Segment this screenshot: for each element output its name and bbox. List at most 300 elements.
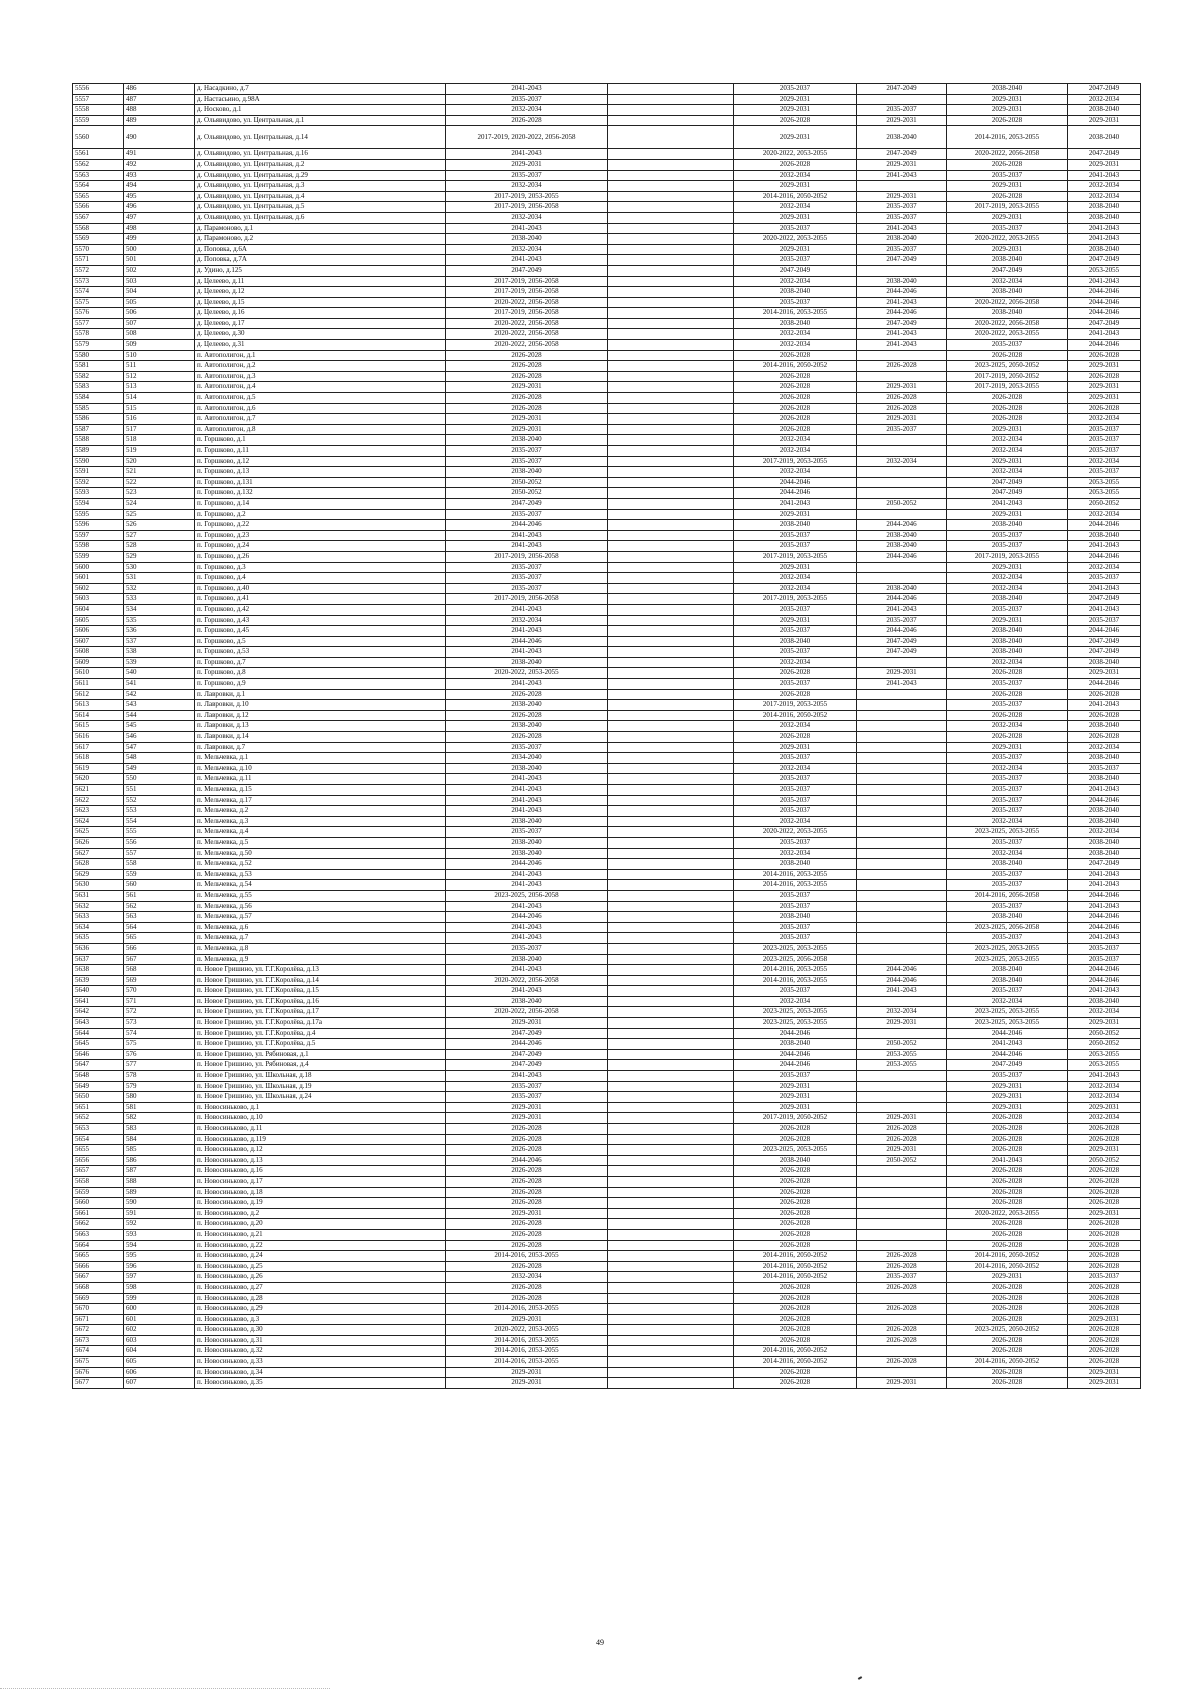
period-5-cell: 2026-2028 bbox=[947, 191, 1068, 202]
period-6-cell: 2026-2028 bbox=[1068, 1134, 1141, 1145]
period-3-cell: 2023-2025, 2053-2055 bbox=[734, 1007, 857, 1018]
period-3-cell: 2029-2031 bbox=[734, 742, 857, 753]
period-1-cell: 2014-2016, 2053-2055 bbox=[446, 1251, 608, 1262]
period-6-cell: 2029-2031 bbox=[1068, 1378, 1141, 1389]
period-4-cell: 2029-2031 bbox=[857, 1145, 947, 1156]
address-cell: п. Автополигон, д.5 bbox=[195, 393, 446, 404]
table-row bbox=[73, 1039, 1141, 1050]
row-number-cell: 596 bbox=[124, 1261, 195, 1272]
row-id-cell: 5571 bbox=[73, 255, 124, 266]
period-1-cell: 2023-2025, 2056-2058 bbox=[446, 890, 608, 901]
period-6-cell: 2053-2055 bbox=[1068, 1060, 1141, 1071]
table-row bbox=[73, 308, 1141, 319]
period-5-cell: 2026-2028 bbox=[947, 1335, 1068, 1346]
period-3-cell: 2035-2037 bbox=[734, 679, 857, 690]
row-number-cell: 536 bbox=[124, 626, 195, 637]
row-id-cell: 5576 bbox=[73, 308, 124, 319]
period-6-cell: 2047-2049 bbox=[1068, 84, 1141, 95]
row-id-cell: 5566 bbox=[73, 202, 124, 213]
period-5-cell: 2014-2016, 2050-2052 bbox=[947, 1251, 1068, 1262]
period-3-cell: 2017-2019, 2053-2055 bbox=[734, 551, 857, 562]
period-5-cell: 2032-2034 bbox=[947, 721, 1068, 732]
period-6-cell: 2041-2043 bbox=[1068, 329, 1141, 340]
period-3-cell: 2017-2019, 2053-2055 bbox=[734, 456, 857, 467]
period-1-cell: 2038-2040 bbox=[446, 234, 608, 245]
row-number-cell: 501 bbox=[124, 255, 195, 266]
period-2-cell bbox=[608, 763, 734, 774]
period-4-cell bbox=[857, 1092, 947, 1103]
period-1-cell: 2032-2034 bbox=[446, 615, 608, 626]
period-1-cell: 2050-2052 bbox=[446, 488, 608, 499]
period-5-cell: 2035-2037 bbox=[947, 700, 1068, 711]
period-4-cell: 2029-2031 bbox=[857, 1113, 947, 1124]
period-3-cell: 2026-2028 bbox=[734, 1314, 857, 1325]
period-3-cell: 2035-2037 bbox=[734, 255, 857, 266]
period-2-cell bbox=[608, 1092, 734, 1103]
row-number-cell: 570 bbox=[124, 986, 195, 997]
period-3-cell: 2026-2028 bbox=[734, 1208, 857, 1219]
row-number-cell: 513 bbox=[124, 382, 195, 393]
period-4-cell bbox=[857, 710, 947, 721]
period-4-cell: 2050-2052 bbox=[857, 1039, 947, 1050]
period-4-cell bbox=[857, 1166, 947, 1177]
period-5-cell: 2026-2028 bbox=[947, 414, 1068, 425]
row-number-cell: 561 bbox=[124, 890, 195, 901]
period-4-cell: 2029-2031 bbox=[857, 115, 947, 126]
row-number-cell: 565 bbox=[124, 933, 195, 944]
address-cell: п. Горшково, д.11 bbox=[195, 446, 446, 457]
address-cell: п. Горшково, д.24 bbox=[195, 541, 446, 552]
period-1-cell: 2041-2043 bbox=[446, 1071, 608, 1082]
period-2-cell bbox=[608, 753, 734, 764]
row-id-cell: 5666 bbox=[73, 1261, 124, 1272]
table-row bbox=[73, 1028, 1141, 1039]
period-2-cell bbox=[608, 1081, 734, 1092]
address-cell: п. Мельчевка, д.57 bbox=[195, 912, 446, 923]
period-1-cell: 2038-2040 bbox=[446, 435, 608, 446]
period-4-cell: 2026-2028 bbox=[857, 1261, 947, 1272]
period-5-cell: 2026-2028 bbox=[947, 1229, 1068, 1240]
period-4-cell bbox=[857, 573, 947, 584]
row-number-cell: 540 bbox=[124, 668, 195, 679]
address-cell: п. Мельчевка, д.1 bbox=[195, 753, 446, 764]
table-row bbox=[73, 340, 1141, 351]
period-2-cell bbox=[608, 1261, 734, 1272]
period-2-cell bbox=[608, 943, 734, 954]
period-4-cell bbox=[857, 996, 947, 1007]
period-5-cell: 2029-2031 bbox=[947, 1081, 1068, 1092]
row-number-cell: 586 bbox=[124, 1155, 195, 1166]
period-2-cell bbox=[608, 816, 734, 827]
table-row bbox=[73, 1219, 1141, 1230]
period-5-cell: 2032-2034 bbox=[947, 996, 1068, 1007]
period-3-cell: 2032-2034 bbox=[734, 657, 857, 668]
period-2-cell bbox=[608, 922, 734, 933]
address-cell: д. Удино, д.125 bbox=[195, 265, 446, 276]
period-3-cell: 2032-2034 bbox=[734, 721, 857, 732]
period-5-cell: 2035-2037 bbox=[947, 806, 1068, 817]
row-number-cell: 488 bbox=[124, 105, 195, 116]
period-3-cell: 2032-2034 bbox=[734, 467, 857, 478]
period-1-cell: 2035-2037 bbox=[446, 170, 608, 181]
table-row bbox=[73, 774, 1141, 785]
period-6-cell: 2029-2031 bbox=[1068, 1145, 1141, 1156]
period-2-cell bbox=[608, 774, 734, 785]
period-1-cell: 2017-2019, 2056-2058 bbox=[446, 308, 608, 319]
row-id-cell: 5587 bbox=[73, 424, 124, 435]
table-row bbox=[73, 657, 1141, 668]
period-1-cell: 2047-2049 bbox=[446, 498, 608, 509]
period-6-cell: 2044-2046 bbox=[1068, 308, 1141, 319]
period-3-cell: 2026-2028 bbox=[734, 1293, 857, 1304]
row-id-cell: 5627 bbox=[73, 848, 124, 859]
period-3-cell: 2026-2028 bbox=[734, 732, 857, 743]
table-row bbox=[73, 668, 1141, 679]
table-row bbox=[73, 551, 1141, 562]
period-4-cell: 2035-2037 bbox=[857, 244, 947, 255]
address-cell: п. Горшково, д.7 bbox=[195, 657, 446, 668]
period-5-cell: 2035-2037 bbox=[947, 901, 1068, 912]
period-2-cell bbox=[608, 912, 734, 923]
period-2-cell bbox=[608, 1155, 734, 1166]
row-id-cell: 5658 bbox=[73, 1176, 124, 1187]
row-id-cell: 5657 bbox=[73, 1166, 124, 1177]
row-number-cell: 575 bbox=[124, 1039, 195, 1050]
address-cell: п. Новое Гришино, ул. Г.Г.Королёва, д.13 bbox=[195, 965, 446, 976]
period-2-cell bbox=[608, 1060, 734, 1071]
period-6-cell: 2047-2049 bbox=[1068, 594, 1141, 605]
period-1-cell: 2041-2043 bbox=[446, 84, 608, 95]
period-3-cell: 2032-2034 bbox=[734, 446, 857, 457]
row-number-cell: 563 bbox=[124, 912, 195, 923]
period-1-cell: 2035-2037 bbox=[446, 943, 608, 954]
period-4-cell bbox=[857, 922, 947, 933]
period-2-cell bbox=[608, 837, 734, 848]
period-3-cell: 2026-2028 bbox=[734, 1124, 857, 1135]
table-row bbox=[73, 1060, 1141, 1071]
period-2-cell bbox=[608, 562, 734, 573]
period-6-cell: 2026-2028 bbox=[1068, 350, 1141, 361]
period-6-cell: 2026-2028 bbox=[1068, 1357, 1141, 1368]
address-cell: п. Горшково, д.3 bbox=[195, 562, 446, 573]
period-3-cell: 2026-2028 bbox=[734, 393, 857, 404]
period-5-cell: 2026-2028 bbox=[947, 1166, 1068, 1177]
period-3-cell: 2026-2028 bbox=[734, 115, 857, 126]
period-5-cell: 2029-2031 bbox=[947, 212, 1068, 223]
period-4-cell: 2038-2040 bbox=[857, 541, 947, 552]
period-1-cell: 2017-2019, 2020-2022, 2056-2058 bbox=[446, 126, 608, 149]
period-4-cell: 2044-2046 bbox=[857, 594, 947, 605]
row-number-cell: 515 bbox=[124, 403, 195, 414]
table-row bbox=[73, 837, 1141, 848]
table-row bbox=[73, 244, 1141, 255]
period-6-cell: 2038-2040 bbox=[1068, 530, 1141, 541]
period-5-cell: 2014-2016, 2056-2058 bbox=[947, 890, 1068, 901]
period-6-cell: 2047-2049 bbox=[1068, 318, 1141, 329]
period-3-cell: 2038-2040 bbox=[734, 318, 857, 329]
period-5-cell: 2026-2028 bbox=[947, 732, 1068, 743]
period-3-cell: 2032-2034 bbox=[734, 329, 857, 340]
table-row bbox=[73, 1134, 1141, 1145]
period-2-cell bbox=[608, 244, 734, 255]
row-number-cell: 587 bbox=[124, 1166, 195, 1177]
period-2-cell bbox=[608, 721, 734, 732]
row-number-cell: 606 bbox=[124, 1367, 195, 1378]
table-row bbox=[73, 562, 1141, 573]
period-4-cell: 2041-2043 bbox=[857, 604, 947, 615]
row-number-cell: 584 bbox=[124, 1134, 195, 1145]
row-id-cell: 5641 bbox=[73, 996, 124, 1007]
row-id-cell: 5596 bbox=[73, 520, 124, 531]
period-1-cell: 2041-2043 bbox=[446, 626, 608, 637]
period-3-cell: 2026-2028 bbox=[734, 403, 857, 414]
period-2-cell bbox=[608, 1113, 734, 1124]
address-cell: п. Лавровки, д.13 bbox=[195, 721, 446, 732]
period-6-cell: 2026-2028 bbox=[1068, 1176, 1141, 1187]
period-4-cell bbox=[857, 657, 947, 668]
period-1-cell: 2041-2043 bbox=[446, 541, 608, 552]
period-2-cell bbox=[608, 1240, 734, 1251]
row-number-cell: 510 bbox=[124, 350, 195, 361]
row-number-cell: 526 bbox=[124, 520, 195, 531]
row-id-cell: 5634 bbox=[73, 922, 124, 933]
period-2-cell bbox=[608, 1335, 734, 1346]
page-number: 49 bbox=[596, 1638, 604, 1647]
row-id-cell: 5600 bbox=[73, 562, 124, 573]
period-2-cell bbox=[608, 1229, 734, 1240]
address-cell: п. Новосиньково, д.27 bbox=[195, 1282, 446, 1293]
period-2-cell bbox=[608, 1367, 734, 1378]
period-3-cell: 2035-2037 bbox=[734, 626, 857, 637]
table-row bbox=[73, 435, 1141, 446]
address-cell: д. Ольявидово, ул. Центральная, д.29 bbox=[195, 170, 446, 181]
row-number-cell: 491 bbox=[124, 149, 195, 160]
address-cell: п. Новое Гришино, ул. Г.Г.Королёва, д.4 bbox=[195, 1028, 446, 1039]
address-cell: д. Парамоново, д.2 bbox=[195, 234, 446, 245]
period-1-cell: 2026-2028 bbox=[446, 1261, 608, 1272]
address-cell: п. Горшково, д.132 bbox=[195, 488, 446, 499]
row-number-cell: 583 bbox=[124, 1124, 195, 1135]
table-row bbox=[73, 265, 1141, 276]
table-row bbox=[73, 446, 1141, 457]
period-2-cell bbox=[608, 318, 734, 329]
period-2-cell bbox=[608, 859, 734, 870]
address-cell: д. Поповка, д.6А bbox=[195, 244, 446, 255]
row-id-cell: 5599 bbox=[73, 551, 124, 562]
period-5-cell: 2032-2034 bbox=[947, 467, 1068, 478]
address-cell: д. Ольявидово, ул. Центральная, д.2 bbox=[195, 159, 446, 170]
period-6-cell: 2038-2040 bbox=[1068, 244, 1141, 255]
row-number-cell: 543 bbox=[124, 700, 195, 711]
period-4-cell bbox=[857, 816, 947, 827]
period-2-cell bbox=[608, 1018, 734, 1029]
period-2-cell bbox=[608, 1357, 734, 1368]
period-6-cell: 2047-2049 bbox=[1068, 149, 1141, 160]
period-5-cell: 2026-2028 bbox=[947, 1367, 1068, 1378]
row-number-cell: 504 bbox=[124, 287, 195, 298]
period-4-cell bbox=[857, 732, 947, 743]
period-5-cell: 2035-2037 bbox=[947, 1071, 1068, 1082]
row-number-cell: 529 bbox=[124, 551, 195, 562]
period-5-cell: 2014-2016, 2050-2052 bbox=[947, 1357, 1068, 1368]
period-6-cell: 2044-2046 bbox=[1068, 520, 1141, 531]
address-cell: д. Целеево, д.16 bbox=[195, 308, 446, 319]
period-4-cell bbox=[857, 1367, 947, 1378]
period-4-cell bbox=[857, 795, 947, 806]
row-number-cell: 511 bbox=[124, 361, 195, 372]
row-id-cell: 5620 bbox=[73, 774, 124, 785]
row-id-cell: 5611 bbox=[73, 679, 124, 690]
address-cell: д. Целеево, д.30 bbox=[195, 329, 446, 340]
period-4-cell: 2038-2040 bbox=[857, 126, 947, 149]
row-number-cell: 591 bbox=[124, 1208, 195, 1219]
period-4-cell: 2041-2043 bbox=[857, 223, 947, 234]
table-row bbox=[73, 159, 1141, 170]
period-2-cell bbox=[608, 1198, 734, 1209]
period-5-cell: 2032-2034 bbox=[947, 276, 1068, 287]
period-6-cell: 2038-2040 bbox=[1068, 105, 1141, 116]
period-3-cell: 2035-2037 bbox=[734, 647, 857, 658]
row-number-cell: 557 bbox=[124, 848, 195, 859]
address-cell: п. Горшково, д.9 bbox=[195, 679, 446, 690]
address-cell: д. Ольявидово, ул. Центральная, д.3 bbox=[195, 181, 446, 192]
row-id-cell: 5662 bbox=[73, 1219, 124, 1230]
period-5-cell: 2038-2040 bbox=[947, 965, 1068, 976]
table-row bbox=[73, 105, 1141, 116]
period-5-cell: 2029-2031 bbox=[947, 742, 1068, 753]
address-cell: п. Новосиньково, д.16 bbox=[195, 1166, 446, 1177]
table-row bbox=[73, 848, 1141, 859]
row-id-cell: 5593 bbox=[73, 488, 124, 499]
period-2-cell bbox=[608, 1102, 734, 1113]
address-cell: д. Целеево, д.11 bbox=[195, 276, 446, 287]
address-cell: п. Горшково, д.4 bbox=[195, 573, 446, 584]
address-cell: п. Горшково, д.13 bbox=[195, 467, 446, 478]
row-id-cell: 5595 bbox=[73, 509, 124, 520]
period-5-cell: 2035-2037 bbox=[947, 785, 1068, 796]
row-id-cell: 5578 bbox=[73, 329, 124, 340]
period-2-cell bbox=[608, 700, 734, 711]
period-2-cell bbox=[608, 954, 734, 965]
period-6-cell: 2032-2034 bbox=[1068, 1113, 1141, 1124]
row-id-cell: 5575 bbox=[73, 297, 124, 308]
period-2-cell bbox=[608, 1176, 734, 1187]
row-number-cell: 498 bbox=[124, 223, 195, 234]
row-id-cell: 5592 bbox=[73, 477, 124, 488]
row-id-cell: 5665 bbox=[73, 1251, 124, 1262]
address-cell: п. Новое Гришино, ул. Г.Г.Королёва, д.17а bbox=[195, 1018, 446, 1029]
period-2-cell bbox=[608, 1378, 734, 1389]
period-1-cell: 2026-2028 bbox=[446, 1198, 608, 1209]
row-id-cell: 5649 bbox=[73, 1081, 124, 1092]
period-3-cell: 2035-2037 bbox=[734, 922, 857, 933]
period-1-cell: 2038-2040 bbox=[446, 763, 608, 774]
period-5-cell: 2023-2025, 2053-2055 bbox=[947, 1007, 1068, 1018]
period-2-cell bbox=[608, 901, 734, 912]
row-number-cell: 593 bbox=[124, 1229, 195, 1240]
period-2-cell bbox=[608, 276, 734, 287]
row-number-cell: 567 bbox=[124, 954, 195, 965]
row-id-cell: 5609 bbox=[73, 657, 124, 668]
address-cell: п. Новое Гришино, ул. Г.Г.Королёва, д.15 bbox=[195, 986, 446, 997]
period-3-cell: 2044-2046 bbox=[734, 477, 857, 488]
period-4-cell: 2029-2031 bbox=[857, 668, 947, 679]
period-5-cell: 2026-2028 bbox=[947, 668, 1068, 679]
period-2-cell bbox=[608, 890, 734, 901]
period-5-cell: 2038-2040 bbox=[947, 84, 1068, 95]
row-id-cell: 5646 bbox=[73, 1049, 124, 1060]
period-6-cell: 2035-2037 bbox=[1068, 446, 1141, 457]
address-cell: п. Горшково, д.42 bbox=[195, 604, 446, 615]
address-cell: д. Целеево, д.31 bbox=[195, 340, 446, 351]
period-5-cell: 2020-2022, 2056-2058 bbox=[947, 318, 1068, 329]
period-2-cell bbox=[608, 1325, 734, 1336]
period-1-cell: 2035-2037 bbox=[446, 1081, 608, 1092]
address-cell: п. Новое Гришино, ул. Школьная, д.18 bbox=[195, 1071, 446, 1082]
period-3-cell: 2026-2028 bbox=[734, 1367, 857, 1378]
table-row bbox=[73, 827, 1141, 838]
period-6-cell: 2041-2043 bbox=[1068, 986, 1141, 997]
period-3-cell: 2026-2028 bbox=[734, 1282, 857, 1293]
document-page bbox=[72, 83, 1120, 1389]
address-cell: д. Ольявидово, ул. Центральная, д.16 bbox=[195, 149, 446, 160]
address-cell: п. Новосиньково, д.3 bbox=[195, 1314, 446, 1325]
table-row bbox=[73, 414, 1141, 425]
period-1-cell: 2020-2022, 2056-2058 bbox=[446, 297, 608, 308]
period-4-cell bbox=[857, 869, 947, 880]
period-6-cell: 2053-2055 bbox=[1068, 477, 1141, 488]
period-2-cell bbox=[608, 477, 734, 488]
period-2-cell bbox=[608, 1187, 734, 1198]
row-number-cell: 592 bbox=[124, 1219, 195, 1230]
row-id-cell: 5577 bbox=[73, 318, 124, 329]
period-3-cell: 2038-2040 bbox=[734, 287, 857, 298]
period-2-cell bbox=[608, 393, 734, 404]
table-row bbox=[73, 615, 1141, 626]
period-2-cell bbox=[608, 1134, 734, 1145]
period-1-cell: 2026-2028 bbox=[446, 732, 608, 743]
period-1-cell: 2044-2046 bbox=[446, 636, 608, 647]
period-1-cell: 2026-2028 bbox=[446, 361, 608, 372]
period-4-cell: 2044-2046 bbox=[857, 626, 947, 637]
period-3-cell: 2017-2019, 2053-2055 bbox=[734, 594, 857, 605]
period-6-cell: 2026-2028 bbox=[1068, 1251, 1141, 1262]
period-1-cell: 2041-2043 bbox=[446, 774, 608, 785]
row-number-cell: 519 bbox=[124, 446, 195, 457]
period-4-cell: 2035-2037 bbox=[857, 1272, 947, 1283]
period-6-cell: 2026-2028 bbox=[1068, 1124, 1141, 1135]
period-3-cell: 2023-2025, 2053-2055 bbox=[734, 943, 857, 954]
period-5-cell: 2029-2031 bbox=[947, 1272, 1068, 1283]
period-3-cell: 2032-2034 bbox=[734, 202, 857, 213]
address-cell: п. Новосиньково, д.34 bbox=[195, 1367, 446, 1378]
table-row bbox=[73, 710, 1141, 721]
period-6-cell: 2029-2031 bbox=[1068, 1102, 1141, 1113]
table-row bbox=[73, 212, 1141, 223]
row-number-cell: 518 bbox=[124, 435, 195, 446]
period-6-cell: 2032-2034 bbox=[1068, 1081, 1141, 1092]
row-number-cell: 604 bbox=[124, 1346, 195, 1357]
address-cell: п. Мельчевка, д.10 bbox=[195, 763, 446, 774]
row-number-cell: 548 bbox=[124, 753, 195, 764]
table-row bbox=[73, 126, 1141, 149]
address-cell: п. Автополигон, д.6 bbox=[195, 403, 446, 414]
row-number-cell: 539 bbox=[124, 657, 195, 668]
table-row bbox=[73, 912, 1141, 923]
period-6-cell: 2050-2052 bbox=[1068, 1155, 1141, 1166]
table-row bbox=[73, 573, 1141, 584]
period-3-cell: 2035-2037 bbox=[734, 986, 857, 997]
